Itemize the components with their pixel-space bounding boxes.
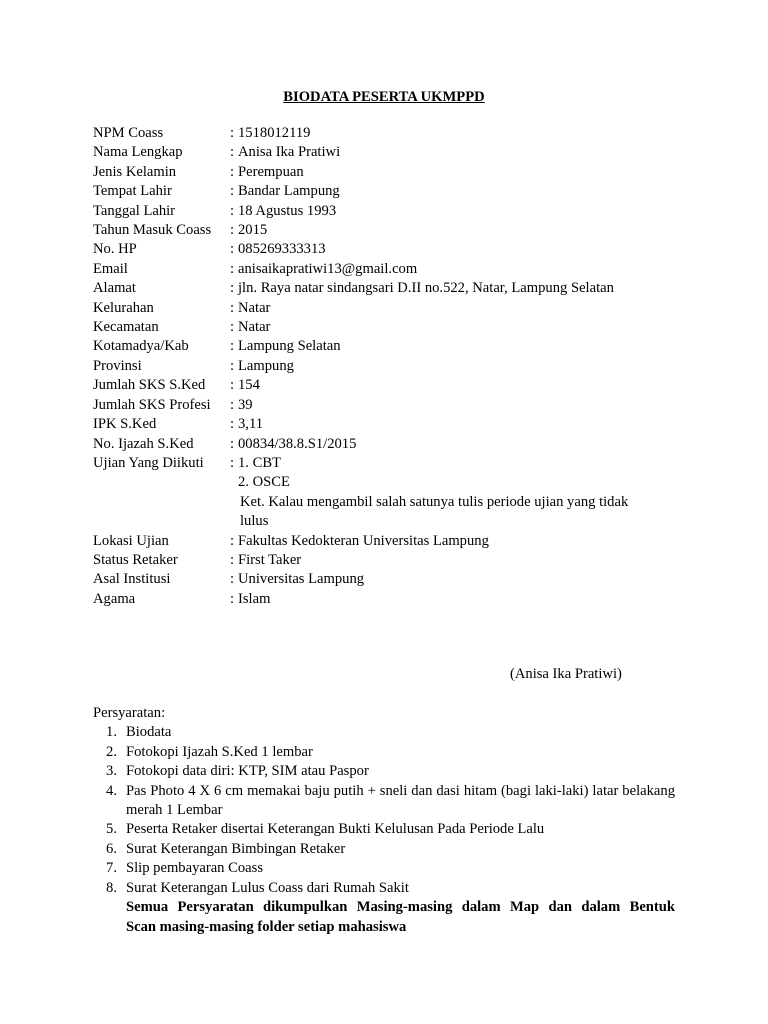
field-separator: : <box>230 377 235 394</box>
field-separator: : <box>230 260 235 277</box>
field-label: Jumlah SKS Profesi <box>93 396 211 413</box>
requirement-text: Slip pembayaran Coass <box>126 860 263 877</box>
field-label: Provinsi <box>93 357 142 374</box>
field-value: 3,11 <box>238 416 263 433</box>
field-label: Jumlah SKS S.Ked <box>93 377 206 394</box>
requirement-text: Fotokopi data diri: KTP, SIM atau Paspor <box>126 763 369 780</box>
requirement-text: Pas Photo 4 X 6 cm memakai baju putih + sneli dan dasi hitam (bagi laki-laki) latar belakang merah 1 Lembar <box>126 782 675 819</box>
field-value: Bandar Lampung <box>238 183 340 200</box>
requirement-item <box>93 820 675 839</box>
requirement-text: Fotokopi Ijazah S.Ked 1 lembar <box>126 743 313 760</box>
field-separator: : <box>230 125 235 141</box>
field-row-asal-institusi <box>93 570 693 589</box>
field-label: Status Retaker <box>93 551 178 568</box>
field-row-alamat <box>93 279 693 298</box>
signature-name: (Anisa Ika Pratiwi) <box>510 666 622 682</box>
field-value: 154 <box>238 377 260 394</box>
field-separator: : <box>230 435 235 452</box>
field-value: Natar <box>238 299 271 316</box>
field-row-sks-sked <box>93 376 693 395</box>
field-label: Lokasi Ujian <box>93 532 169 549</box>
field-separator: : <box>230 551 235 568</box>
field-row-sks-profesi <box>93 396 693 415</box>
field-row-tanggal-lahir <box>93 202 693 221</box>
field-separator: : <box>230 571 235 588</box>
requirement-number: 8. <box>106 879 117 896</box>
field-row-tahun-masuk <box>93 221 693 240</box>
field-label: Kotamadya/Kab <box>93 338 189 355</box>
field-value: First Taker <box>238 551 302 568</box>
field-separator: : <box>230 144 235 161</box>
requirement-number: 1. <box>106 724 117 741</box>
field-value: Natar <box>238 319 271 336</box>
field-row-agama <box>93 590 693 609</box>
field-value: anisaikapratiwi13@gmail.com <box>238 260 418 277</box>
exam-note-line: lulus <box>240 513 269 530</box>
field-label: Tempat Lahir <box>93 183 172 200</box>
field-row-lokasi-ujian <box>93 532 693 551</box>
field-label: NPM Coass <box>93 125 164 141</box>
field-label: Asal Institusi <box>93 571 171 588</box>
field-row-provinsi <box>93 357 693 376</box>
field-row-no-hp <box>93 240 693 259</box>
exam-note-line: Ket. Kalau mengambil salah satunya tulis periode ujian yang tidak <box>240 493 629 510</box>
field-separator: : <box>230 280 235 297</box>
field-value: 2015 <box>238 222 268 239</box>
requirement-number: 6. <box>106 840 117 857</box>
field-separator: : <box>230 241 235 258</box>
field-row-kelurahan <box>93 299 693 318</box>
field-row-kotamadya <box>93 337 693 356</box>
requirements-heading: Persyaratan: <box>93 705 166 721</box>
field-separator: : <box>230 454 235 471</box>
field-separator: : <box>230 202 235 219</box>
field-value: 18 Agustus 1993 <box>238 202 337 219</box>
requirements-list <box>93 723 675 898</box>
requirement-number: 3. <box>106 763 117 780</box>
field-label: No. HP <box>93 241 137 258</box>
field-label: Jenis Kelamin <box>93 163 177 180</box>
field-label: Tanggal Lahir <box>93 202 176 219</box>
field-label: Kelurahan <box>93 299 154 316</box>
field-value: Lampung <box>238 357 294 374</box>
biodata-fields <box>93 124 693 609</box>
requirement-item <box>93 859 675 878</box>
field-separator: : <box>230 416 235 433</box>
field-value: 39 <box>238 396 253 413</box>
closing-note <box>126 898 675 937</box>
requirement-text: Surat Keterangan Lulus Coass dari Rumah Sakit <box>126 879 409 896</box>
field-row-npm <box>93 124 693 143</box>
requirement-text: Peserta Retaker disertai Keterangan Bukti Kelulusan Pada Periode Lalu <box>126 821 545 838</box>
field-separator: : <box>230 222 235 239</box>
field-row-tempat-lahir <box>93 182 693 201</box>
field-separator: : <box>230 319 235 336</box>
requirement-item <box>93 762 675 781</box>
exam-option-osce: 2. OSCE <box>238 474 290 491</box>
field-separator: : <box>230 396 235 413</box>
requirement-item <box>93 879 675 898</box>
field-label: Email <box>93 260 128 277</box>
field-separator: : <box>230 532 235 549</box>
requirement-number: 4. <box>106 782 117 799</box>
field-value: Fakultas Kedokteran Universitas Lampung <box>238 532 489 549</box>
field-value: Lampung Selatan <box>238 338 341 355</box>
field-separator: : <box>230 338 235 355</box>
field-label: Ujian Yang Diikuti <box>93 454 204 471</box>
field-row-no-ijazah <box>93 435 693 454</box>
requirement-item <box>93 782 675 821</box>
field-value: 00834/38.8.S1/2015 <box>238 435 357 452</box>
field-value: Universitas Lampung <box>238 571 365 588</box>
field-separator: : <box>230 590 235 607</box>
closing-note-line: Semua Persyaratan dikumpulkan Masing-masing dalam Map dan dalam Bentuk <box>126 899 675 916</box>
field-label: Nama Lengkap <box>93 144 183 161</box>
closing-note-line: Scan masing-masing folder setiap mahasiswa <box>126 918 407 935</box>
field-separator: : <box>230 163 235 180</box>
field-label: Kecamatan <box>93 319 159 336</box>
field-value: Anisa Ika Pratiwi <box>238 144 341 161</box>
field-row-ipk <box>93 415 693 434</box>
document-title: BIODATA PESERTA UKMPPD <box>283 89 485 105</box>
requirement-number: 5. <box>106 821 117 838</box>
field-label: No. Ijazah S.Ked <box>93 435 194 452</box>
field-separator: : <box>230 299 235 316</box>
requirement-item <box>93 743 675 762</box>
field-label: IPK S.Ked <box>93 416 157 433</box>
field-value: Perempuan <box>238 163 304 180</box>
field-value: jln. Raya natar sindangsari D.II no.522, Natar, Lampung Selatan <box>238 280 614 297</box>
field-row-kecamatan <box>93 318 693 337</box>
requirement-item <box>93 840 675 859</box>
field-value: 1. CBT <box>238 454 281 471</box>
requirement-text: Surat Keterangan Bimbingan Retaker <box>126 840 346 857</box>
requirement-item <box>93 723 675 742</box>
field-label: Agama <box>93 590 136 607</box>
field-label: Alamat <box>93 280 136 297</box>
field-row-email <box>93 260 693 279</box>
field-row-ujian <box>93 454 693 473</box>
requirements-section <box>93 704 675 937</box>
field-row-status-retaker <box>93 551 693 570</box>
field-row-nama <box>93 143 693 162</box>
field-label: Tahun Masuk Coass <box>93 222 212 239</box>
field-separator: : <box>230 357 235 374</box>
field-separator: : <box>230 183 235 200</box>
field-value: Islam <box>238 590 271 607</box>
field-value: 085269333313 <box>238 241 326 258</box>
requirement-number: 7. <box>106 860 117 877</box>
requirement-number: 2. <box>106 743 117 760</box>
requirement-text: Biodata <box>126 724 172 741</box>
field-value: 1518012119 <box>238 125 311 141</box>
field-row-jenis-kelamin <box>93 163 693 182</box>
